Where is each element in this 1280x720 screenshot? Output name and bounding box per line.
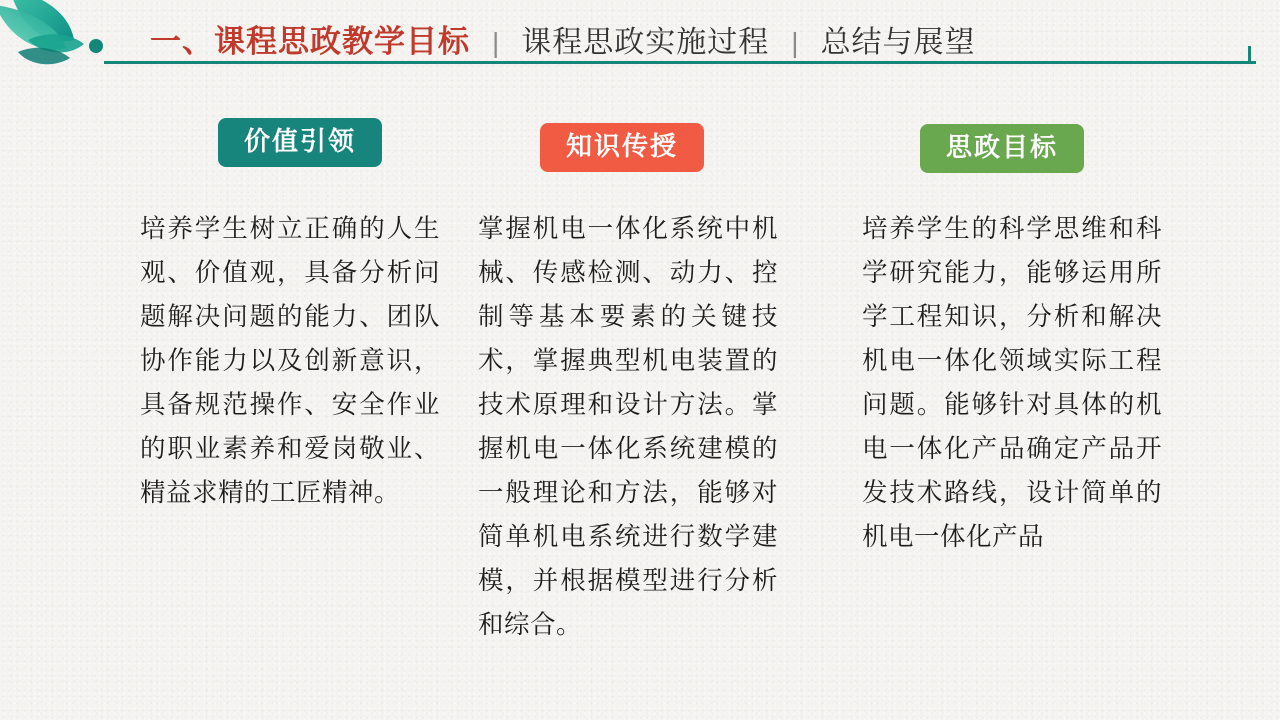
content-columns bbox=[0, 118, 1280, 718]
nav-separator-2: | bbox=[791, 27, 799, 58]
column-knowledge-transfer bbox=[478, 118, 808, 647]
column-ideological-goal bbox=[862, 118, 1192, 559]
badge-value-guidance: 价值引领 bbox=[218, 118, 382, 167]
text-ideological-goal: 培养学生的科学思维和科学研究能力，能够运用所学工程知识，分析和解决机电一体化领域实际工程问题。能够针对具体的机电一体化产品确定产品开发技术路线，设计简单的机电一体化产品 bbox=[862, 213, 1162, 551]
nav-item-1[interactable]: 一、课程思政教学目标 bbox=[150, 24, 470, 59]
section-nav bbox=[150, 16, 976, 61]
nav-item-2[interactable]: 课程思政实施过程 bbox=[521, 26, 770, 59]
column-value-guidance bbox=[140, 118, 470, 515]
badge-wrap-1 bbox=[140, 118, 470, 167]
text-knowledge-transfer: 掌握机电一体化系统中机械、传感检测、动力、控制等基本要素的关键技术，掌握典型机电装置的技术原理和设计方法。掌握机电一体化系统建模的一般理论和方法，能够对简单机电系统进行数学建模，并根据模型进行分析和综合。 bbox=[478, 213, 778, 639]
text-value-guidance: 培养学生树立正确的人生观、价值观，具备分析问题解决问题的能力、团队协作能力以及创新意识，具备规范操作、安全作业的职业素养和爱岗敬业、精益求精的工匠精神。 bbox=[140, 213, 440, 507]
slide-header bbox=[0, 0, 1280, 70]
nav-separator-1: | bbox=[492, 27, 500, 58]
badge-wrap-3 bbox=[862, 124, 1192, 173]
badge-ideological-goal: 思政目标 bbox=[920, 124, 1084, 173]
header-divider-line bbox=[104, 61, 1256, 64]
header-divider-tail bbox=[1248, 46, 1251, 64]
badge-knowledge-transfer: 知识传授 bbox=[540, 123, 704, 172]
nav-item-3[interactable]: 总结与展望 bbox=[820, 26, 976, 59]
badge-wrap-2 bbox=[478, 123, 808, 172]
